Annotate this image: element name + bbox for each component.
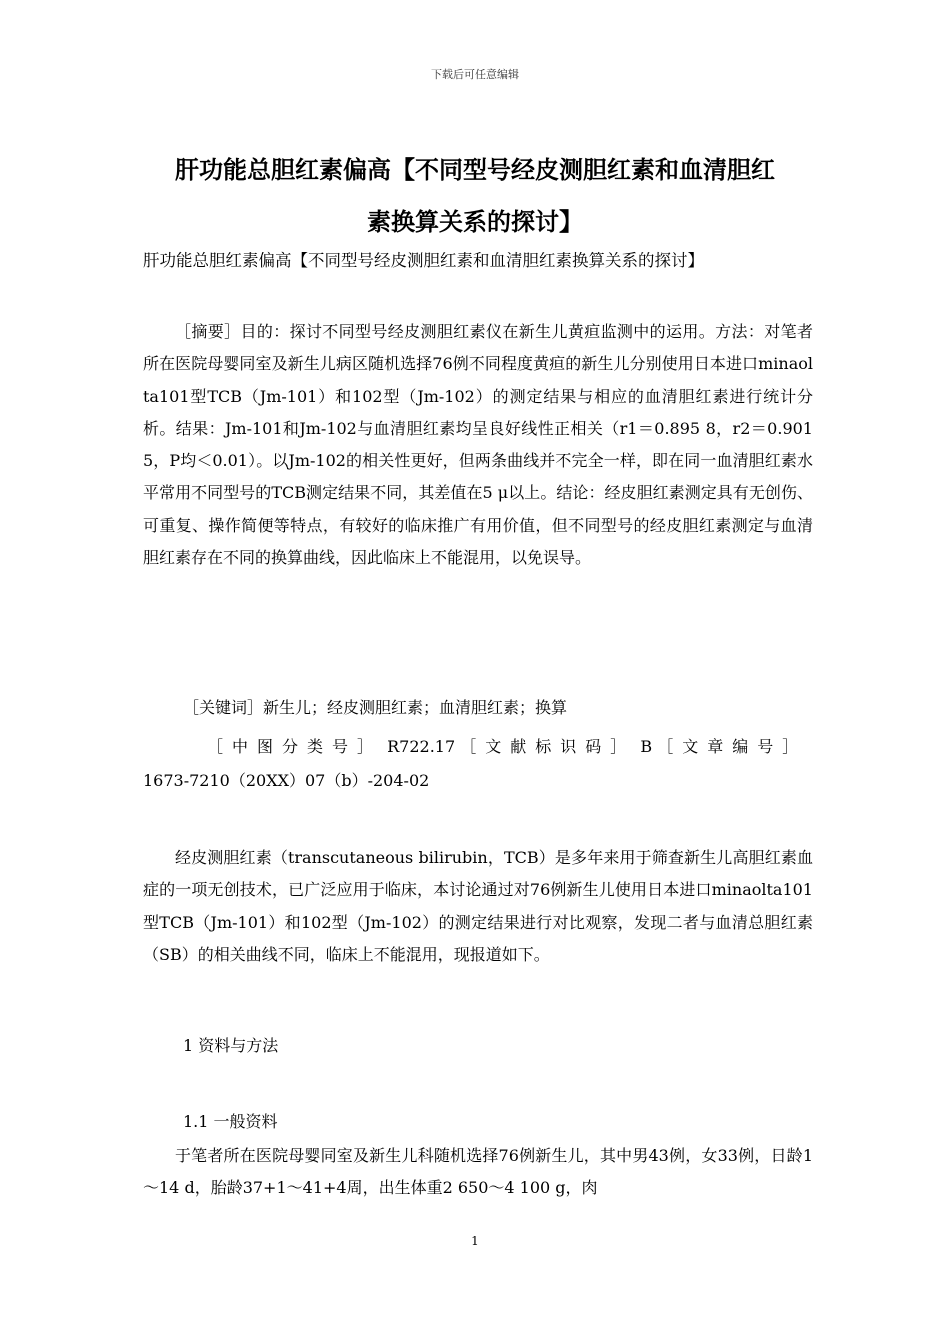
doc-code-value: B xyxy=(640,737,653,756)
intro-paragraph: 经皮测胆红素（transcutaneous bilirubin，TCB）是多年来用于筛查新生儿高胆红素血症的一项无创技术，已广泛应用于临床，本讨论通过对76例新生儿使用日本进口minaolta101型TCB（Jm-101）和102型（Jm-102）的测定结果进行对比观察，发现二者与血清总胆红素（SB）的相关曲线不同，临床上不能混用，现报道如下。 xyxy=(143,848,813,964)
classification-block xyxy=(143,730,813,798)
page-number: 1 xyxy=(471,1234,479,1248)
abstract-paragraph: ［摘要］目的：探讨不同型号经皮测胆红素仪在新生儿黄疸监测中的运用。方法：对笔者所在医院母婴同室及新生儿病区随机选择76例不同程度黄疸的新生儿分别使用日本进口minaolta101型TCB（Jm-101）和102型（Jm-102）的测定结果与相应的血清胆红素进行统计分析。结果：Jm-101和Jm-102与血清胆红素均呈良好线性正相关（r1＝0.895 8，r2＝0.901 5，P均＜0.01）。以Jm-102的相关性更好，但两条曲线并不完全一样，即在同一血清胆红素水平常用不同型号的TCB测定结果不同，其差值在5 μ以上。结论：经皮胆红素测定具有无创伤、可重复、操作简便等特点，有较好的临床推广有用价值，但不同型号的经皮胆红素测定与血清胆红素存在不同的换算曲线，因此临床上不能混用，以免误导。 xyxy=(143,322,813,568)
clc-value: R722.17 xyxy=(387,737,456,756)
section-heading-1-1: 1.1 一般资料 xyxy=(183,1112,278,1131)
document-subtitle: 肝功能总胆红素偏高【不同型号经皮测胆红素和血清胆红素换算关系的探讨】 xyxy=(143,251,704,270)
clc-label: ［中图分类号］ xyxy=(207,737,383,756)
document-title xyxy=(120,144,830,248)
page-header: 下载后可任意编辑 xyxy=(431,68,519,81)
keywords-line: ［关键词］新生儿；经皮测胆红素；血清胆红素；换算 xyxy=(183,698,568,717)
article-number-value: 1673-7210（20XX）07（b）-204-02 xyxy=(143,771,430,790)
title-line-1: 肝功能总胆红素偏高【不同型号经皮测胆红素和血清胆红 xyxy=(175,156,775,184)
general-data-paragraph: 于笔者所在医院母婴同室及新生儿科随机选择76例新生儿，其中男43例，女33例，日龄1～14 d，胎龄37+1～41+4周，出生体重2 650～4 100 g，肉 xyxy=(143,1146,813,1198)
doc-code-label: ［文献标识码］ xyxy=(460,737,636,756)
section-heading-1: 1 资料与方法 xyxy=(183,1036,279,1055)
article-number-label: ［文章编号］ xyxy=(657,737,808,756)
title-line-2: 素换算关系的探讨】 xyxy=(367,208,583,236)
